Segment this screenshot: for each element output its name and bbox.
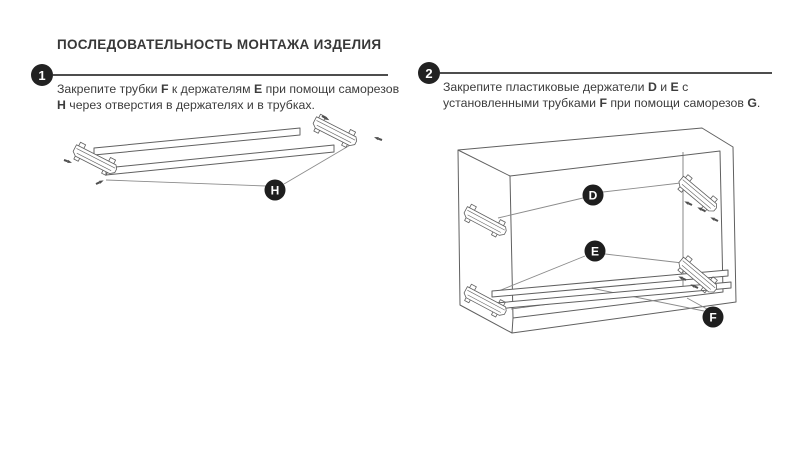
holder-d-right (675, 173, 721, 216)
step-2-number: 2 (425, 65, 433, 81)
leader-d-right (603, 182, 689, 192)
screw-g-icon (684, 200, 693, 206)
leader-e-right (605, 254, 691, 264)
label-d-badge (583, 185, 604, 206)
label-e-badge (585, 241, 606, 262)
holder-d-left (461, 203, 510, 240)
step-2-rule (440, 72, 772, 74)
label-e-text: E (590, 244, 600, 259)
step-1-rule (53, 74, 388, 76)
step-1-figure (30, 108, 400, 233)
page-title: ПОСЛЕДОВАТЕЛЬНОСТЬ МОНТАЖА ИЗДЕЛИЯ (57, 37, 382, 52)
label-f-badge (703, 307, 724, 328)
holder-e-right (310, 113, 360, 150)
step-2-badge (418, 62, 440, 84)
step-1-number: 1 (38, 67, 46, 83)
leader-h-left (106, 180, 266, 186)
step-1-badge (31, 64, 53, 86)
screw-h-icon (95, 179, 104, 185)
label-f-text: F (709, 310, 717, 325)
tube-f-upper (94, 128, 300, 155)
step-2-figure (440, 108, 765, 358)
label-h-badge (265, 180, 286, 201)
screw-h-icon (63, 158, 72, 164)
step-1-instruction: Закрепите трубки F к держателям E при помощи саморезов H через отверстия в держателях и в трубках. (57, 82, 400, 112)
label-h-text: H (270, 183, 280, 198)
step-2-instruction: Закрепите пластиковые держатели D и E с установленными трубками F при помощи саморезов G. (443, 80, 761, 110)
screw-g-icon (710, 216, 719, 222)
holder-e-left (461, 283, 510, 320)
label-d-text: D (588, 188, 598, 203)
screw-h-icon (373, 136, 382, 142)
